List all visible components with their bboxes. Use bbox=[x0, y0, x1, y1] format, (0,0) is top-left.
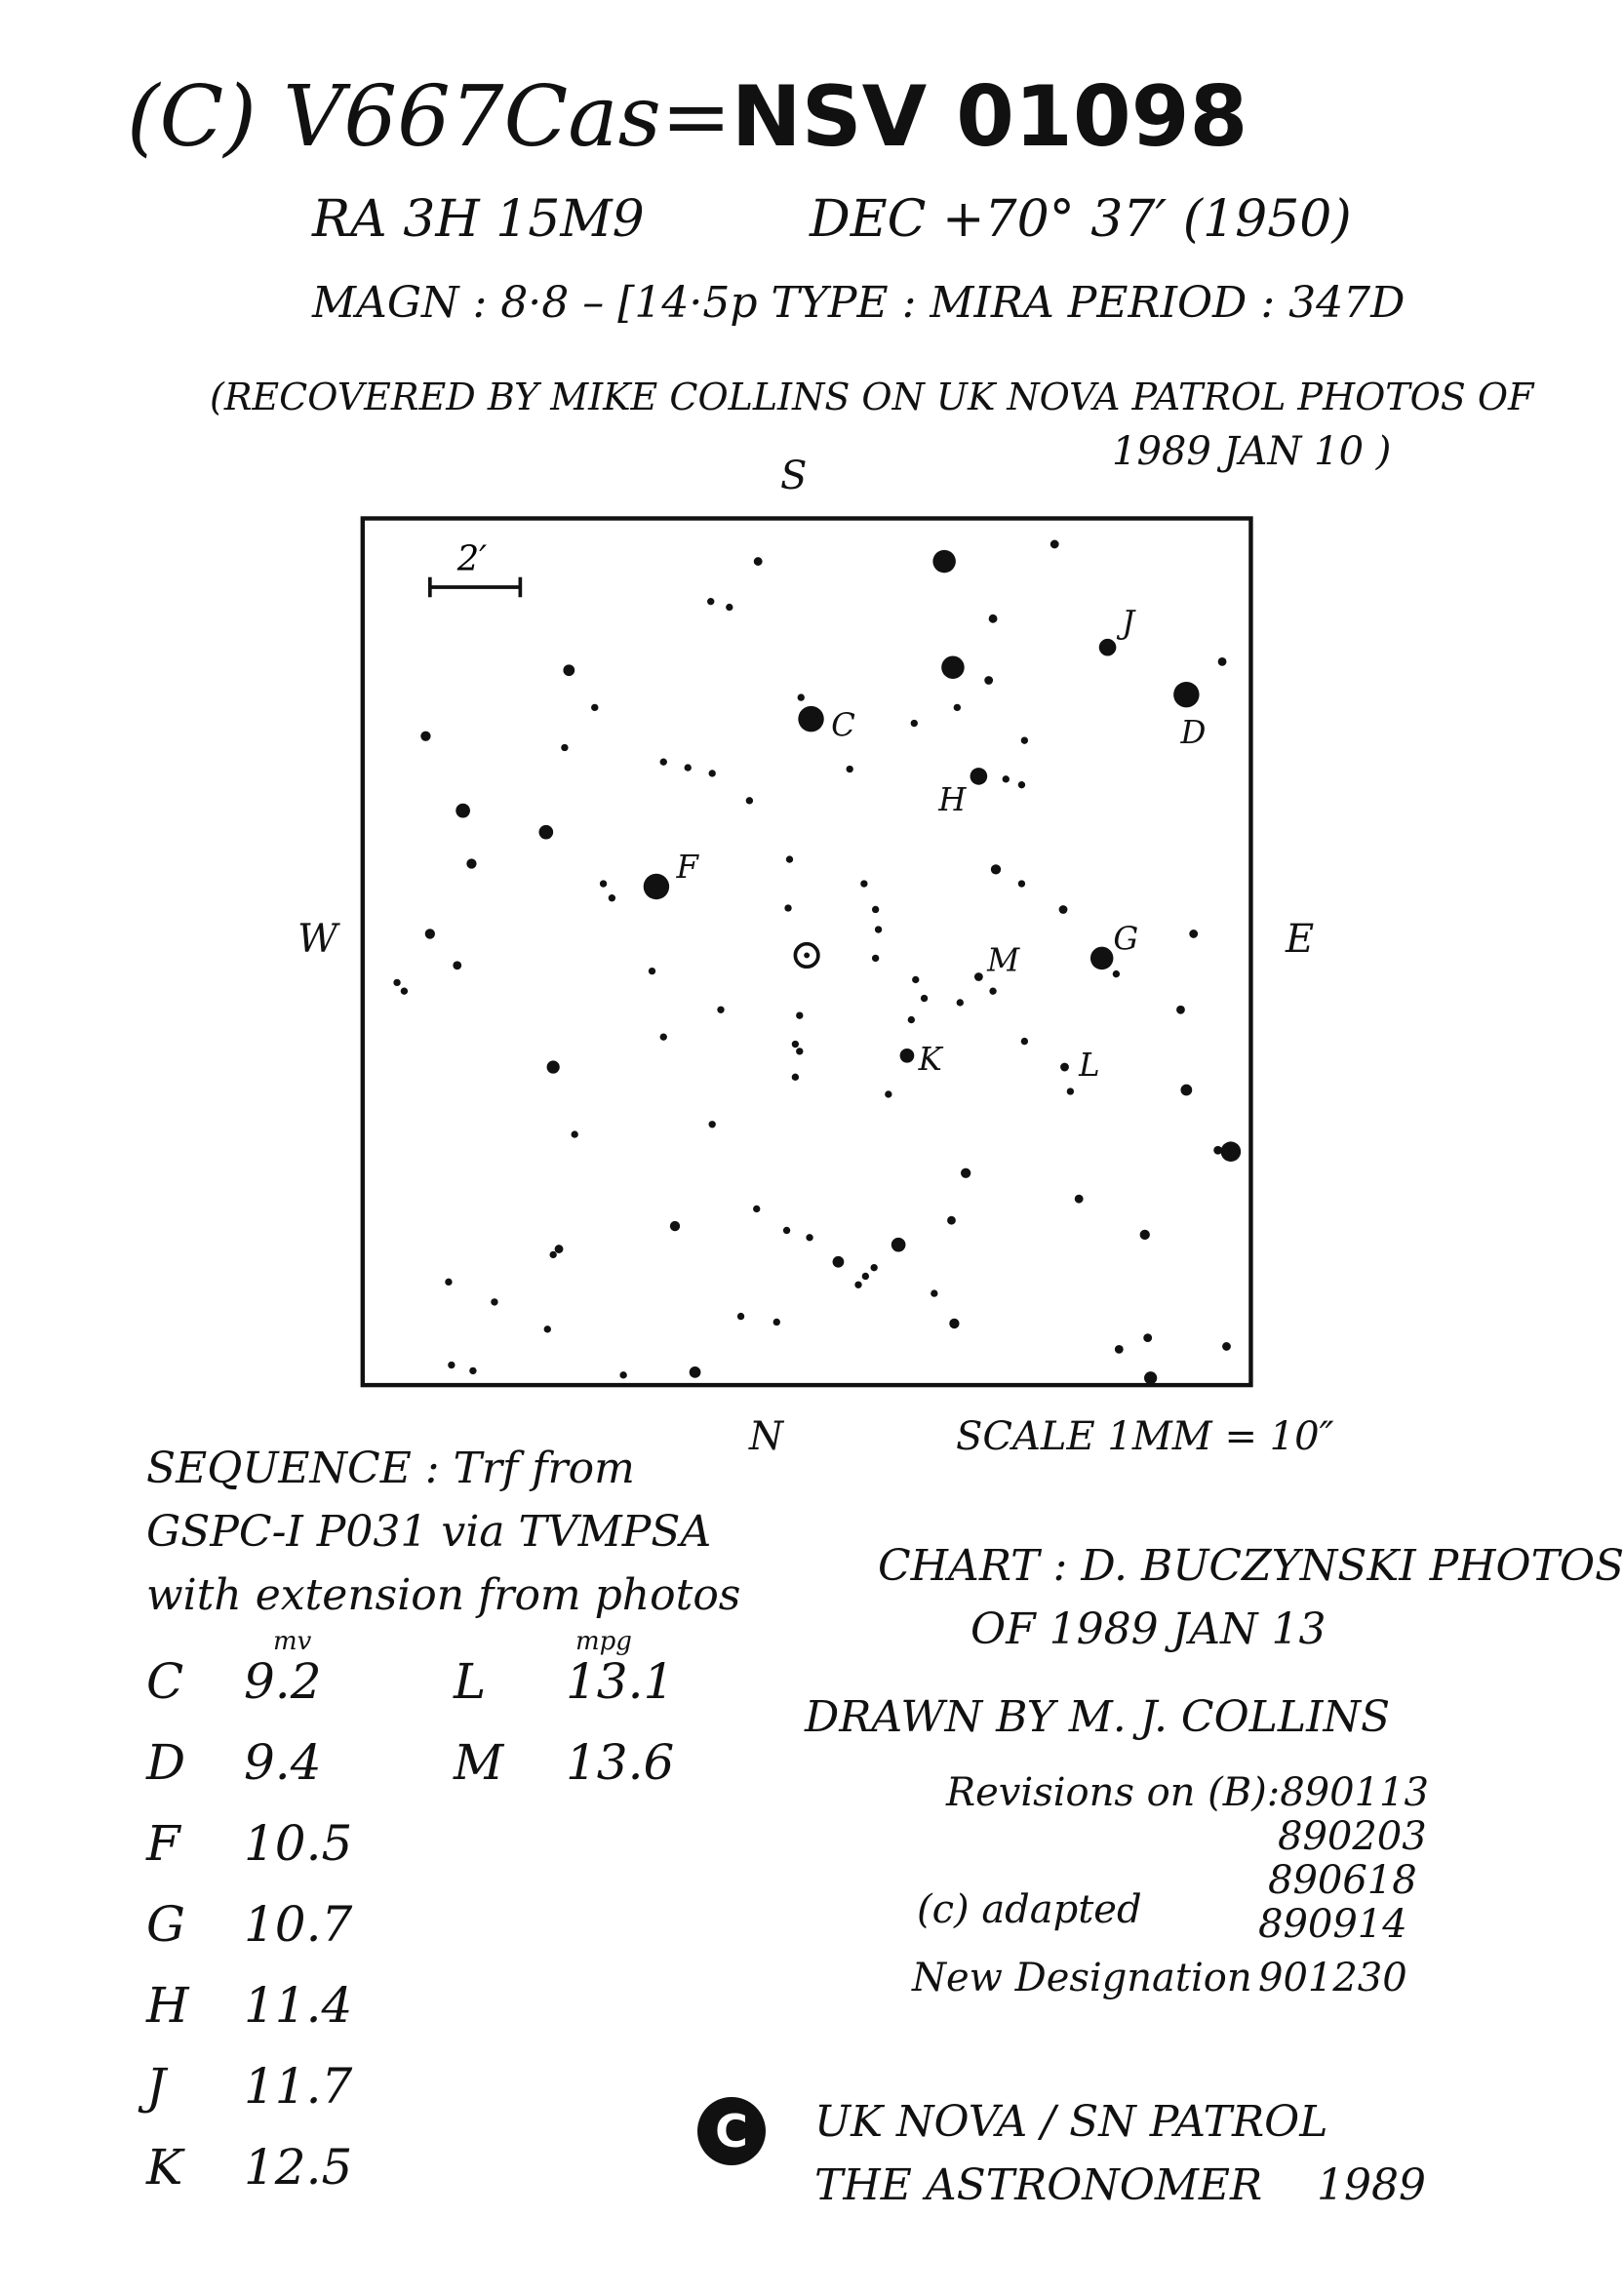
field-star bbox=[753, 1206, 760, 1212]
field-star bbox=[1144, 1371, 1157, 1384]
comparison-star-g bbox=[1090, 947, 1114, 970]
field-star bbox=[773, 1319, 780, 1326]
field-star bbox=[563, 664, 574, 676]
target-variable bbox=[795, 944, 818, 968]
copyright-badge: C bbox=[697, 2097, 766, 2165]
field-star bbox=[401, 988, 408, 995]
field-star bbox=[1180, 1085, 1192, 1096]
field-star bbox=[707, 598, 714, 605]
target-center bbox=[804, 953, 810, 959]
field-star bbox=[1189, 930, 1198, 938]
comparison-star-m bbox=[974, 972, 983, 981]
field-star bbox=[726, 604, 733, 611]
field-star bbox=[784, 904, 791, 911]
field-star bbox=[1050, 540, 1059, 549]
direction-east: E bbox=[1286, 917, 1315, 962]
field-star bbox=[1021, 736, 1028, 743]
field-star bbox=[555, 1245, 564, 1253]
comparison-star-label: L bbox=[1079, 1046, 1100, 1084]
field-star bbox=[885, 1090, 891, 1097]
field-star bbox=[1115, 1345, 1124, 1354]
field-star bbox=[572, 1130, 578, 1137]
sequence-star-label: M bbox=[454, 1734, 504, 1791]
title-designation: NSV 01098 bbox=[731, 68, 1248, 166]
field-star bbox=[425, 929, 435, 938]
ra-value: RA 3H 15M9 bbox=[312, 190, 645, 249]
comparison-star-label: F bbox=[676, 849, 698, 887]
field-star bbox=[393, 979, 400, 986]
field-star bbox=[941, 656, 965, 680]
mpg-header: mpg bbox=[575, 1627, 632, 1656]
comparison-star-label: J bbox=[1122, 604, 1135, 641]
sequence-star-label: K bbox=[146, 2139, 183, 2196]
field-star bbox=[1140, 1230, 1150, 1240]
field-star bbox=[1059, 905, 1068, 914]
field-star bbox=[792, 1041, 799, 1048]
scale-bar bbox=[430, 538, 521, 597]
star-chart bbox=[354, 505, 1271, 1403]
sequence-star-magnitude: 9.4 bbox=[244, 1734, 322, 1791]
sequence-star-label: D bbox=[146, 1734, 186, 1791]
field-star bbox=[911, 720, 918, 727]
revision-3: 890914 bbox=[1258, 1902, 1407, 1947]
field-star bbox=[456, 804, 470, 818]
field-star bbox=[847, 766, 853, 772]
field-star bbox=[445, 1279, 452, 1286]
field-star bbox=[737, 1313, 744, 1320]
comparison-star-c bbox=[798, 706, 823, 732]
field-star bbox=[854, 1282, 861, 1288]
sequence-star-magnitude: 13.1 bbox=[566, 1653, 675, 1710]
field-star bbox=[921, 995, 928, 1002]
field-star bbox=[1075, 1195, 1084, 1204]
sequence-star-label: L bbox=[454, 1653, 487, 1710]
direction-south: S bbox=[780, 454, 808, 498]
field-star bbox=[420, 732, 430, 741]
field-star bbox=[466, 858, 476, 868]
comparison-star-label: G bbox=[1113, 920, 1139, 958]
field-star bbox=[1003, 775, 1010, 782]
sequence-star-label: J bbox=[146, 2058, 167, 2115]
scale-bar-label: 2′ bbox=[456, 538, 488, 579]
comparison-star-label: M bbox=[987, 941, 1020, 979]
field-star bbox=[862, 1273, 869, 1280]
field-star bbox=[796, 1011, 803, 1018]
field-star bbox=[949, 1319, 959, 1328]
field-star bbox=[798, 693, 805, 700]
field-star bbox=[961, 1168, 970, 1178]
chart-title bbox=[127, 68, 1248, 166]
sequence-star-magnitude: 11.4 bbox=[244, 1977, 353, 2034]
comparison-star-label: D bbox=[1180, 714, 1207, 752]
field-star bbox=[754, 557, 763, 566]
direction-north: N bbox=[749, 1414, 783, 1459]
field-star bbox=[1067, 1088, 1074, 1094]
dec-value: DEC +70° 37′ (1950) bbox=[810, 190, 1352, 249]
field-star bbox=[783, 1227, 790, 1234]
field-star bbox=[1218, 657, 1227, 666]
field-star bbox=[670, 1221, 680, 1231]
chart-credit-1: CHART : D. BUCZYNSKI PHOTOS bbox=[878, 1541, 1624, 1591]
field-star bbox=[660, 1034, 667, 1041]
field-star bbox=[561, 744, 568, 751]
field-star bbox=[746, 797, 753, 804]
field-star bbox=[1113, 970, 1120, 977]
field-star bbox=[453, 961, 461, 970]
sequence-star-magnitude: 10.5 bbox=[244, 1815, 353, 1872]
new-designation: New Designation bbox=[912, 1956, 1252, 2000]
sequence-star-label: H bbox=[146, 1977, 189, 2034]
sequence-star-magnitude: 9.2 bbox=[244, 1653, 322, 1710]
field-star bbox=[709, 770, 716, 776]
field-star bbox=[912, 976, 919, 983]
field-star bbox=[891, 1238, 906, 1252]
sequence-note-1: SEQUENCE : Trf from bbox=[146, 1444, 635, 1493]
footer-line-2: THE ASTRONOMER bbox=[814, 2160, 1263, 2210]
field-star bbox=[660, 759, 667, 766]
field-star bbox=[448, 1362, 455, 1368]
title-prefix: (C) V667Cas= bbox=[127, 68, 732, 166]
field-star bbox=[860, 880, 867, 887]
revisions-label: Revisions on (B):890113 bbox=[946, 1770, 1429, 1815]
field-star bbox=[547, 1060, 560, 1073]
field-star bbox=[947, 1216, 956, 1225]
recovery-note-2: 1989 JAN 10 ) bbox=[1112, 429, 1392, 474]
field-star bbox=[984, 676, 993, 685]
comparison-star-k bbox=[900, 1049, 915, 1063]
field-star bbox=[1221, 1141, 1242, 1162]
field-star bbox=[538, 825, 553, 840]
sequence-note-2: GSPC-I P031 via TVMPSA bbox=[146, 1507, 712, 1557]
field-star bbox=[549, 1251, 556, 1258]
field-star bbox=[600, 880, 607, 887]
field-star bbox=[544, 1326, 551, 1332]
comparison-star-label: C bbox=[831, 706, 855, 744]
field-star bbox=[908, 1016, 915, 1023]
comparison-star-l bbox=[1060, 1063, 1069, 1072]
comparison-star-label: H bbox=[938, 781, 967, 819]
mv-header: mv bbox=[273, 1627, 312, 1656]
field-star bbox=[957, 999, 964, 1006]
field-star bbox=[609, 894, 615, 901]
magnitude-type-period: MAGN : 8·8 – [14·5p TYPE : MIRA PERIOD : 347D bbox=[312, 278, 1406, 328]
field-star bbox=[1018, 880, 1025, 887]
field-star bbox=[491, 1298, 497, 1305]
field-star bbox=[717, 1007, 724, 1013]
chart-credit-2: OF 1989 JAN 13 bbox=[970, 1604, 1327, 1654]
dec-line bbox=[810, 190, 1352, 249]
field-star bbox=[591, 704, 598, 711]
comparison-star-j bbox=[1099, 639, 1117, 656]
field-star bbox=[1176, 1006, 1185, 1014]
field-star bbox=[991, 864, 1001, 874]
field-star bbox=[796, 1048, 803, 1054]
scale-text: SCALE 1MM = 10″ bbox=[956, 1414, 1334, 1459]
sequence-star-label: C bbox=[146, 1653, 184, 1710]
field-star bbox=[1222, 1342, 1231, 1351]
field-star bbox=[875, 926, 882, 932]
sequence-star-magnitude: 11.7 bbox=[244, 2058, 353, 2115]
field-star bbox=[690, 1366, 701, 1378]
footer-line-1: UK NOVA / SN PATROL bbox=[814, 2097, 1328, 2147]
field-star bbox=[1143, 1333, 1152, 1342]
field-star bbox=[806, 1234, 812, 1241]
field-star bbox=[709, 1121, 716, 1128]
field-star bbox=[870, 1264, 877, 1271]
field-star bbox=[1021, 1038, 1028, 1045]
field-star bbox=[786, 855, 793, 862]
field-star bbox=[649, 968, 655, 974]
ra-line bbox=[312, 190, 645, 249]
comparison-star-d bbox=[1173, 682, 1199, 707]
field-star bbox=[931, 1289, 937, 1296]
comparison-stars bbox=[644, 604, 1207, 1084]
field-star bbox=[932, 550, 956, 574]
drawn-by: DRAWN BY M. J. COLLINS bbox=[805, 1692, 1391, 1742]
sequence-star-magnitude: 10.7 bbox=[244, 1896, 353, 1953]
sequence-star-label: G bbox=[146, 1896, 185, 1953]
sequence-star-label: F bbox=[146, 1815, 180, 1872]
field-star bbox=[1018, 781, 1025, 788]
sequence-note-3: with extension from photos bbox=[146, 1570, 741, 1620]
field-star bbox=[619, 1371, 626, 1378]
adapted-note: (c) adapted bbox=[917, 1887, 1142, 1932]
field-star bbox=[954, 704, 961, 711]
field-star bbox=[989, 614, 998, 623]
field-star bbox=[872, 955, 879, 962]
comparison-star-h bbox=[970, 768, 988, 785]
field-star bbox=[792, 1074, 799, 1081]
direction-west: W bbox=[297, 917, 338, 962]
comparison-star-f bbox=[644, 874, 669, 899]
sequence-star-magnitude: 12.5 bbox=[244, 2139, 353, 2196]
revision-2: 890618 bbox=[1268, 1858, 1417, 1903]
field-star bbox=[989, 988, 996, 995]
field-star bbox=[833, 1256, 845, 1268]
field-star bbox=[469, 1367, 476, 1374]
field-star bbox=[685, 764, 692, 771]
recovery-note-1: (RECOVERED BY MIKE COLLINS ON UK NOVA PATROL PHOTOS OF bbox=[210, 376, 1534, 418]
new-designation-date: 901230 bbox=[1258, 1956, 1407, 2000]
sequence-star-magnitude: 13.6 bbox=[566, 1734, 675, 1791]
footer-year: 1989 bbox=[1317, 2160, 1426, 2210]
field-star bbox=[872, 906, 879, 913]
comparison-star-label: K bbox=[918, 1040, 942, 1078]
revision-1: 890203 bbox=[1278, 1814, 1427, 1859]
